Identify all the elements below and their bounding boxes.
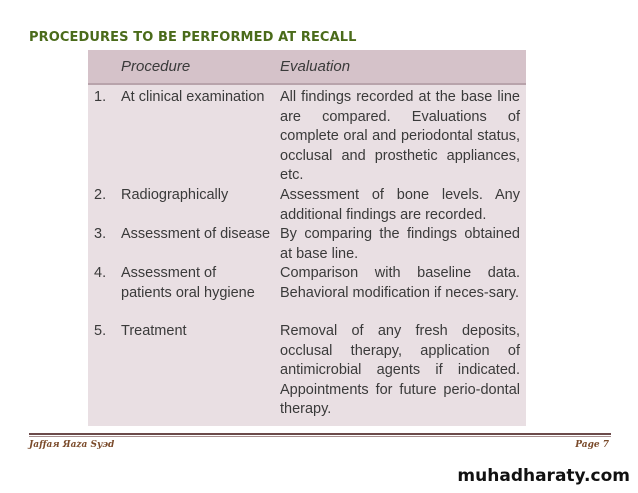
procedures-table — [88, 50, 526, 426]
evaluation-cell: By comparing the findings obtained at base line. — [280, 226, 520, 262]
site-watermark: muhadharaty.com — [457, 466, 630, 486]
procedure-cell: Radiographically — [121, 187, 229, 203]
column-header-evaluation: Evaluation — [280, 58, 351, 75]
row-number: 5. — [94, 323, 107, 339]
procedure-line-1: Assessment of — [121, 265, 217, 281]
evaluation-cell: Removal of any fresh deposits, occlusal therapy, application of antimicrobial agents if indicated. Appointments for future perio-dontal therapy. — [280, 323, 520, 417]
row-number: 4. — [94, 265, 107, 281]
row-number: 2. — [94, 187, 107, 203]
page-heading: PROCEDURES TO BE PERFORMED AT RECALL — [29, 30, 357, 45]
procedure-cell — [121, 264, 276, 303]
procedure-line-2: patients oral hygiene — [121, 284, 255, 301]
evaluation-cell: All findings recorded at the base line are compared. Evaluations of complete oral and periodontal status, occlusal and prosthetic appliances, etc. — [280, 89, 520, 183]
procedure-cell: Treatment — [121, 323, 187, 339]
column-header-procedure: Procedure — [121, 58, 191, 75]
footer-page-number: Page 7 — [575, 440, 609, 450]
row-number: 1. — [94, 89, 107, 105]
procedure-cell: At clinical examination — [121, 89, 265, 105]
row-number: 3. — [94, 226, 107, 242]
footer-divider-thin — [29, 436, 611, 437]
footer-author: Jaffaя Яaza Syэd — [29, 440, 115, 450]
procedure-cell: Assessment of disease — [121, 226, 271, 242]
footer-divider — [29, 433, 611, 435]
evaluation-cell: Comparison with baseline data. Behavioral modification if neces-sary. — [280, 265, 520, 301]
table-header — [88, 50, 526, 85]
evaluation-cell: Assessment of bone levels. Any additional findings are recorded. — [280, 187, 520, 223]
